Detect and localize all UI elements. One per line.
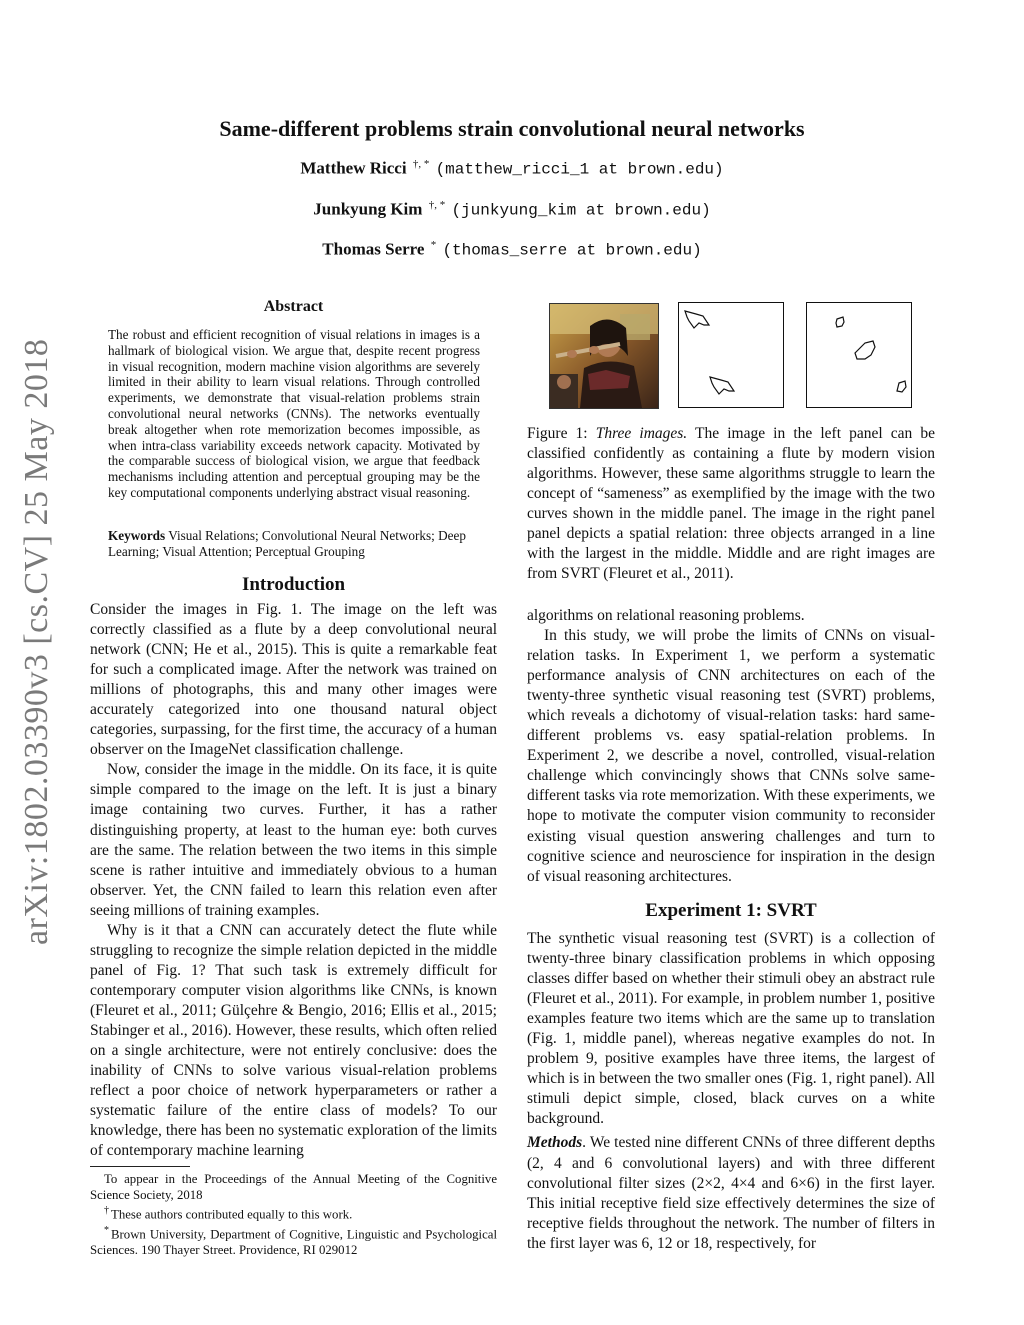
abstract-text: The robust and efficient recognition of visual relations in images is a hallmark of biological vision. We argue that, despite recent progress in visual recognition, modern machine vision algorithms are severely limited in their ability to learn visual relations. Through controlled experiments, we demonstrate that visual-relation problems strain convolutional neural networks (CNNs). The networks eventually break altogether when rote memorization becomes impossible, as when intra-class variability exceeds network capacity. Motivated by the comparable success of biological vision, we argue that feedback mechanisms including attention and perceptual grouping may be the key computational components underlying abstract visual reasoning. — [108, 327, 480, 500]
author-1 — [0, 158, 1024, 179]
author-marks: * — [430, 239, 437, 251]
footnote-text: These authors contributed equally to this work. — [111, 1207, 353, 1222]
figure-title: Three images. — [595, 425, 688, 442]
footnote-text: To appear in the Proceedings of the Annual Meeting of the Cognitive Science Society, 2018 — [90, 1172, 497, 1202]
flute-photo-illustration — [550, 304, 658, 408]
experiment-1-body — [527, 929, 935, 1254]
figure-caption — [527, 424, 935, 584]
footnote-1 — [90, 1172, 497, 1203]
keywords-label: Keywords — [108, 528, 166, 543]
figure-middle-panel — [678, 302, 784, 408]
small-shape-1 — [836, 317, 844, 327]
footnote-rule — [90, 1166, 190, 1167]
methods-label: Methods — [527, 1134, 583, 1152]
small-shape-2 — [897, 381, 906, 392]
abstract-heading: Abstract — [263, 298, 324, 315]
author-email: (thomas_serre at brown.edu) — [442, 241, 702, 260]
footnote-symbol: * — [104, 1225, 109, 1237]
curve-shape-1 — [685, 311, 709, 328]
introduction-body — [90, 600, 497, 1161]
figure-label: Figure 1: — [527, 425, 588, 442]
intro-paragraph-1: Consider the images in Fig. 1. The image on the left was correctly classified as a flute by a deep convolutional neural network (CNN; He et al., 2015). This is quite a remarkable feat for such a complicated image. After the network was trained on millions of photographs, this and many other images were accurately categorized into one thousand natural object categories, surpassing, for the first time, the accuracy of a human observer on the ImageNet classification challenge. — [90, 601, 497, 759]
spatial-relation-svg — [807, 303, 911, 407]
footnotes — [90, 1172, 497, 1259]
author-email: (matthew_ricci_1 at brown.edu) — [435, 160, 724, 179]
figure-right-panel — [806, 302, 912, 408]
footnote-3 — [90, 1223, 497, 1258]
paper-title: Same-different problems strain convolutional neural networks — [219, 116, 805, 141]
author-3 — [0, 239, 1024, 260]
author-name: Junkyung Kim — [313, 199, 423, 219]
author-name: Matthew Ricci — [300, 158, 407, 178]
footnote-text: Brown University, Department of Cognitive, Linguistic and Psychological Sciences. 190 Thayer Street. Providence, RI 029012 — [90, 1227, 497, 1257]
keywords — [108, 528, 480, 560]
same-curves-svg — [679, 303, 783, 407]
keywords-text: Visual Relations; Convolutional Neural Networks; Deep Learning; Visual Attention; Perceptual Grouping — [108, 528, 466, 559]
large-shape — [855, 341, 875, 359]
curve-shape-2 — [710, 377, 734, 394]
intro-paragraph-3: Why is it that a CNN can accurately detect the flute while struggling to recognize the simple relation depicted in the middle panel of Fig. 1? That such task is extremely difficult for contemporary computer vision algorithms like CNNs, is known (Fleuret et al., 2011; Gülçehre & Bengio, 2016; Ellis et al., 2015; Stabinger et al., 2016). However, these results, which often relied on a single architecture, were not entirely conclusive: does the inability of CNNs to solve various visual-relation problems reflect a poor choice of network hyperparameters or rather a systematic failure of the entire class of models? To our knowledge, there has been no systematic exploration of the limits of contemporary machine learning — [90, 921, 497, 1160]
right-paragraph-1: algorithms on relational reasoning problems. — [527, 607, 805, 624]
experiment-1-heading: Experiment 1: SVRT — [645, 900, 817, 921]
intro-paragraph-2: Now, consider the image in the middle. On its face, it is quite simple compared to the image on the left. It is just a binary image containing two curves. Further, it has a rather distinguishing property, at least to the human eye: both curves are the same. The relation between the two items in this simple scene is rather intuitive and immediately obvious to a human observer. Yet, the CNN failed to learn this relation even after seeing millions of training examples. — [90, 761, 497, 919]
right-paragraph-2: In this study, we will probe the limits of CNNs on visual-relation tasks. In Experiment 1, we perform a systematic performance analysis of CNN architectures on each of the twenty-three synthetic visual reasoning test (SVRT) problems, which reveals a dichotomy of visual-relation tasks: hard same-different problems vs. easy spatial-relation problems. In Experiment 2, we describe a novel, controlled, visual-relation challenge which convincingly shows that CNNs solve same-different tasks via rote memorization. With these experiments, we hope to motivate the computer vision community to reconsider existing visual question answering challenges and turn to cognitive science and neuroscience for inspiration in the design of visual reasoning architectures. — [527, 627, 935, 885]
methods-text: . We tested nine different CNNs of three different depths (2, 4 and 6 convolutional layers) and with three different convolutional filter sizes (2×2, 4×4 and 6×6) in the first layer. This initial receptive field size effectively determines the size of receptive fields throughout the network. The number of filters in the first layer was 6, 12 or 18, respectively, for — [527, 1134, 935, 1252]
introduction-heading: Introduction — [241, 574, 346, 595]
author-2 — [0, 199, 1024, 220]
right-column-body — [527, 606, 935, 887]
footnote-symbol: † — [104, 1205, 109, 1217]
footnote-2 — [90, 1203, 497, 1223]
author-name: Thomas Serre — [322, 239, 425, 259]
flute-photo — [549, 303, 659, 409]
author-email: (junkyung_kim at brown.edu) — [451, 201, 711, 220]
methods-paragraph — [527, 1133, 935, 1253]
experiment-1-paragraph: The synthetic visual reasoning test (SVRT) is a collection of twenty-three binary classification problems in which opposing classes differ based on whether their stimuli obey an abstract rule (Fleuret et al., 2011). For example, in problem number 1, positive examples feature two items which are the same up to translation (Fig. 1, middle panel), whereas negative examples do not. In problem 9, positive examples have three items, the largest of which is in between the two smaller ones (Fig. 1, right panel). All stimuli depict simple, closed, black curves on a white background. — [527, 930, 935, 1128]
arxiv-stamp: arXiv:1802.03390v3 [cs.CV] 25 May 2018 — [18, 338, 55, 945]
author-marks: †, * — [412, 158, 430, 170]
figure-caption-text: The image in the left panel can be classified confidently as containing a flute by modern vision algorithms. However, these same algorithms struggle to learn the concept of “sameness” as exemplified by the image with the two curves shown in the middle panel. The image in the right panel panel depicts a spatial relation: three objects arranged in a line with the largest in the middle. Middle and are right images are from SVRT (Fleuret et al., 2011). — [527, 425, 935, 582]
author-marks: †, * — [428, 199, 446, 211]
